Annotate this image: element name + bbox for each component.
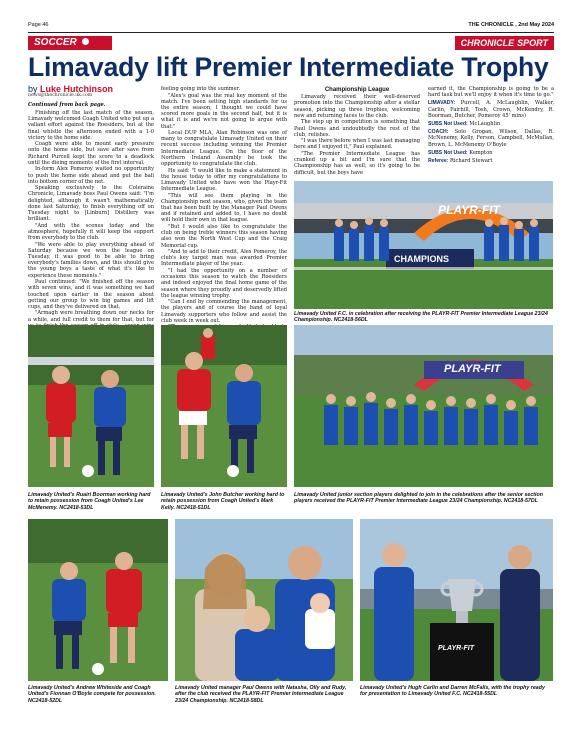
paragraph: "Armagh were breathing down our necks for a while, and full credit to them for that, but for — [28, 310, 154, 323]
team-label: LIMAVADY: — [428, 100, 456, 107]
trophy-presentation-illustration — [360, 519, 553, 681]
article-column-3 — [294, 86, 420, 180]
champions-board-text: CHAMPIONS — [394, 254, 450, 264]
article-column-2 — [161, 86, 287, 324]
chronicle-label: CHRONICLE — [460, 38, 515, 48]
andrew-whiteside-photo — [28, 519, 168, 681]
team-line — [428, 121, 554, 127]
paragraph: "Alex's goal was the real key moment of the match. I've been setting high standards for us the entire season, I thought we could have scored more goals in the second half, but it is what it is and we're not going to argue with that." — [161, 92, 287, 130]
byline — [28, 86, 154, 92]
andrew-whiteside-caption: Limavady United's Andrew Whiteside and Coagh United's Fionnan O'Boyle compete for possession. NC2418-52DL — [28, 685, 156, 704]
banner-text: PLAYR-FIT — [444, 363, 501, 375]
publication-date: THE CHRONICLE , 2nd May 2024 — [468, 22, 554, 28]
paragraph: "I had the opportunity on a number of occasions this season to watch the Roesiders and indeed enjoyed the final home game of the season where they proudly and deservedly lifted the league winning trophy. — [161, 267, 287, 299]
paragraph: Speaking exclusively to the Coleraine Chronicle, Limavady boss Paul Owens said: "I'm delighted, although it wasn't mathematically done last Saturday, to finish everything off on Tuesday night to [Linburn] Distillery was brilliant. — [28, 185, 154, 223]
team-line — [428, 100, 554, 119]
match-action-illustration — [28, 519, 168, 681]
paragraph: "Can I end by commending the management, the players and of course the band of loyal Limavady supporters who follow and assist the club week in week out. — [161, 299, 287, 324]
paragraph: "And to add to their credit, Alex Pomeroy, the club's key target man was awarded Premier Intermediate player of the year. — [161, 249, 287, 268]
team-label: SUBS Not Used: — [428, 121, 468, 128]
byline-email[interactable]: news@thechronicle.uk.com — [28, 92, 93, 98]
team-line — [428, 129, 554, 148]
team-line — [428, 150, 554, 156]
junior-section-photo — [294, 325, 553, 487]
john-butcher-caption: Limavady United's John Butcher working hard to retain possession from Coagh United's Mark Kelly. NC2418-51DL — [161, 492, 285, 511]
team-text: Kempton — [469, 149, 493, 156]
team-text: Purcell, A. McLaughlin, Walker, Carlin, Fairhill, Tosh, Crown, McKendry, R. Boorman, Butcher, Pomeroy 45' mins) — [428, 100, 554, 119]
trophy-presentation-photo — [360, 519, 553, 681]
banner-text: PLAYR-FIT — [438, 203, 500, 217]
soccer-label: SOCCER — [34, 37, 77, 48]
team-label: COACH: — [428, 129, 449, 136]
paragraph: He said: "I would like to make a statement in the house today to offer my congratulations to Limavady United who have won the Playr-Fit Intermediate League. — [161, 167, 287, 193]
team-line — [428, 158, 554, 164]
paragraph: In-form Alex Pomeroy waited no opportunity to push the home side ahead and put the ball into bottom corner of the net. — [28, 166, 154, 185]
paragraph: Limavady received their well-deserved promotion into the Championship after a stellar season, picking up three trophies, welcoming new and returning faces to the club. — [294, 94, 420, 119]
team-text: Richard Stewart — [450, 158, 493, 165]
team-celebration-caption: Limavady United F.C. in celebration after receiving the PLAYR-FIT Premier Intermediate League 23/24 Championship. NC2418-56DL — [294, 311, 548, 324]
continued-note: Continued from back page. — [28, 101, 106, 108]
paragraph: "We were able to play everything ahead of Saturday because we won the league on Tuesday, it was good to be able to bring everybody's families down, and this should give the young boys a taste of what it's like to experience these moments." — [28, 241, 154, 279]
paragraph: "But I would also like to congratulate the club on being treble winners this season having also won the North West Cup and the Craig Memorial cup. — [161, 223, 287, 249]
chronicle-sport-tag — [455, 36, 554, 50]
paragraph: earned it, the Championship is going to be a hard task but we'll enjoy it when it's time to go." — [428, 86, 554, 99]
manager-family-photo — [175, 519, 353, 681]
subheading: Championship League — [324, 87, 390, 93]
paragraph: Local DUP MLA, Alan Robinson was one of many to congratulate Limavady United on their recent success including winning the Premier Intermediate League. On the floor of the Northern Ireland Assembly he took the opportunity to congratulate the club. — [161, 130, 287, 168]
section-banner — [28, 36, 554, 50]
paragraph: "I was there before when I was last managing here and I enjoyed it," Paul explained. — [294, 138, 420, 151]
family-portrait-illustration — [175, 519, 353, 681]
page-number: Page 46 — [28, 22, 49, 28]
team-celebration-photo — [294, 181, 553, 309]
paragraph: Coagh were able to mount early pressure onto the home side, but save after save from Richard Purcell kept the score to a deadlock until the dieing moments of the first interval. — [28, 141, 154, 166]
headline: Limavady lift Premier Intermediate Trophy — [28, 52, 549, 82]
article-column-1 — [28, 84, 154, 323]
sport-label: SPORT — [517, 38, 548, 48]
byline-author: Luke Hutchinson — [40, 84, 114, 94]
john-butcher-photo — [161, 325, 287, 487]
team-celebration-illustration — [294, 181, 553, 309]
trophy-board-text: PLAYR-FIT — [438, 645, 475, 652]
team-label: SUBS Not Used: — [428, 149, 468, 156]
football-icon — [81, 37, 90, 46]
paragraph: feeling going into the summer. — [161, 86, 241, 92]
byline-prefix: by — [28, 84, 38, 94]
paragraph: The step up in competition is something that Paul Owens and undoubtedly the rest of the club, relishes. — [294, 119, 420, 138]
ruairi-boorman-caption: Limavady United's Ruairi Boorman working hard to retain possession from Coagh United's Lee McMenemy. NC2418-53DL — [28, 492, 151, 511]
team-label: Referee: — [428, 158, 449, 165]
junior-celebration-illustration — [294, 325, 553, 487]
trophy-presentation-caption: Limavady United's Hugh Carlin and Darren McFalls, with the trophy ready for presentation to Limavady United F.C. NC2418-55DL — [360, 685, 545, 698]
page-header — [28, 22, 554, 32]
manager-family-caption: Limavady United manager Paul Owens with Natasha, Olly and Rudy, after the club received the PLAYR-FIT Premier Intermediate League 23/24 Championship. NC2418-58DL — [175, 685, 347, 704]
junior-section-caption: Limavady United junior section players delighted to join in the celebrations after the senior section players received the PLAYR-FIT Premier Intermediate League 23/24 Championship. NC2418-57DL — [294, 492, 544, 505]
paragraph: Finishing off the last match of the season, Limavady welcomed Coagh United who put up a valiant effort against the Roesiders, but at the final whistle the afternoon ended with a 1-0 victory to the home side. — [28, 109, 154, 141]
soccer-tag — [28, 36, 112, 50]
header-rule — [28, 32, 554, 33]
paragraph: Paul continued: "We finished off the season with seven wins, and it was something we had touched upon earlier in the season about getting our group to win big games and lift cups, and they've delivered on that. — [28, 279, 154, 310]
article-column-4 — [428, 86, 554, 180]
paragraph: "And with the scenes today and the atmosphere, hopefully it will keep the support from everybody to the club. — [28, 222, 154, 242]
paragraph: "This will see them playing in the Championship next season, who, given the team that has been built by the Manager Paul Owens and if retained and added to, I have no doubt will hold their own in that league. — [161, 192, 287, 224]
ruairi-boorman-photo — [28, 325, 154, 487]
match-action-illustration — [28, 325, 154, 487]
team-text: Solo Grogan, Wilson, Dallas, R. McNenemy, Kelly, Ferson, Campbell, McMullan, Brown, L. McMenemy O'Boyle — [428, 129, 554, 148]
paragraph: "The Premier Intermediate League has cranked up a bit and I'm sure that the Championship has as well, so it's going to be difficult, but the boys have — [294, 150, 420, 176]
match-action-illustration — [161, 325, 287, 487]
team-text: McLaughlin — [469, 121, 501, 128]
